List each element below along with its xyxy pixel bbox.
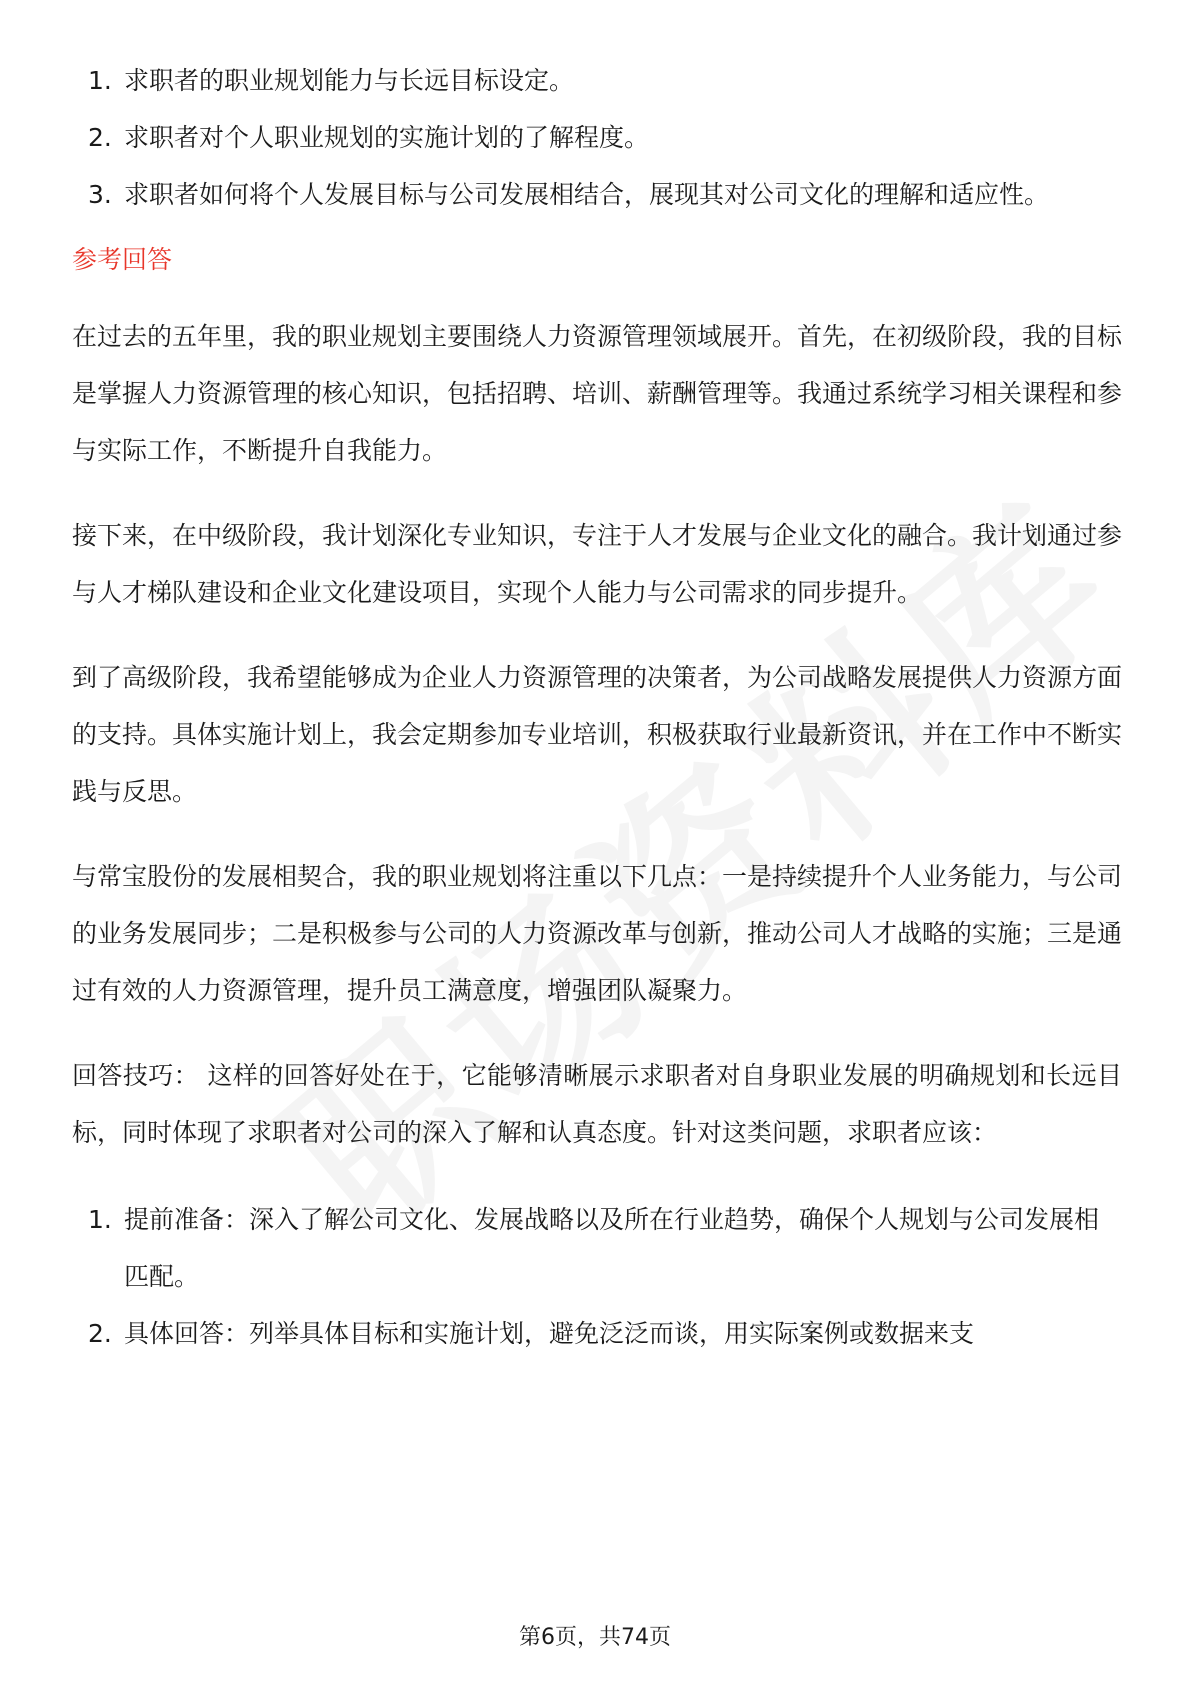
list-number: 1. xyxy=(88,1205,112,1234)
list-item xyxy=(72,52,1122,109)
list-text: 提前准备：深入了解公司文化、发展战略以及所在行业趋势，确保个人规划与公司发展相匹配。 xyxy=(124,1205,1100,1291)
criteria-list xyxy=(72,52,1122,223)
paragraph: 到了高级阶段，我希望能够成为企业人力资源管理的决策者，为公司战略发展提供人力资源方面的支持。具体实施计划上，我会定期参加专业培训，积极获取行业最新资讯，并在工作中不断实践与反思。 xyxy=(72,663,1123,806)
paragraph: 接下来，在中级阶段，我计划深化专业知识，专注于人才发展与企业文化的融合。我计划通过参与人才梯队建设和企业文化建设项目，实现个人能力与公司需求的同步提升。 xyxy=(72,521,1123,607)
list-item xyxy=(72,1305,1122,1362)
section-heading: 参考回答 xyxy=(72,245,173,274)
paragraph: 回答技巧： 这样的回答好处在于，它能够清晰展示求职者对自身职业发展的明确规划和长远目标，同时体现了求职者对公司的深入了解和认真态度。针对这类问题，求职者应该： xyxy=(72,1061,1122,1147)
list-number: 1. xyxy=(88,66,112,95)
list-number: 2. xyxy=(88,1319,112,1348)
list-text: 求职者的职业规划能力与长远目标设定。 xyxy=(124,66,575,95)
list-item xyxy=(72,109,1122,166)
paragraph: 与常宝股份的发展相契合，我的职业规划将注重以下几点：一是持续提升个人业务能力，与公司的业务发展同步；二是积极参与公司的人力资源改革与创新，推动公司人才战略的实施；三是通过有效的人力资源管理，提升员工满意度，增强团队凝聚力。 xyxy=(72,862,1123,1005)
paragraph: 在过去的五年里，我的职业规划主要围绕人力资源管理领域展开。首先，在初级阶段，我的目标是掌握人力资源管理的核心知识，包括招聘、培训、薪酬管理等。我通过系统学习相关课程和参与实际工作，不断提升自我能力。 xyxy=(72,322,1123,465)
page-footer: 第6页，共74页 xyxy=(519,1625,671,1650)
tips-list xyxy=(72,1191,1122,1362)
list-text: 求职者如何将个人发展目标与公司发展相结合，展现其对公司文化的理解和适应性。 xyxy=(124,180,1050,209)
list-text: 具体回答：列举具体目标和实施计划，避免泛泛而谈，用实际案例或数据来支 xyxy=(124,1319,975,1348)
list-number: 2. xyxy=(88,123,112,152)
list-text: 求职者对个人职业规划的实施计划的了解程度。 xyxy=(124,123,650,152)
list-item xyxy=(72,1191,1122,1305)
document-page xyxy=(72,52,1122,1362)
list-item xyxy=(72,166,1122,223)
list-number: 3. xyxy=(88,180,112,209)
